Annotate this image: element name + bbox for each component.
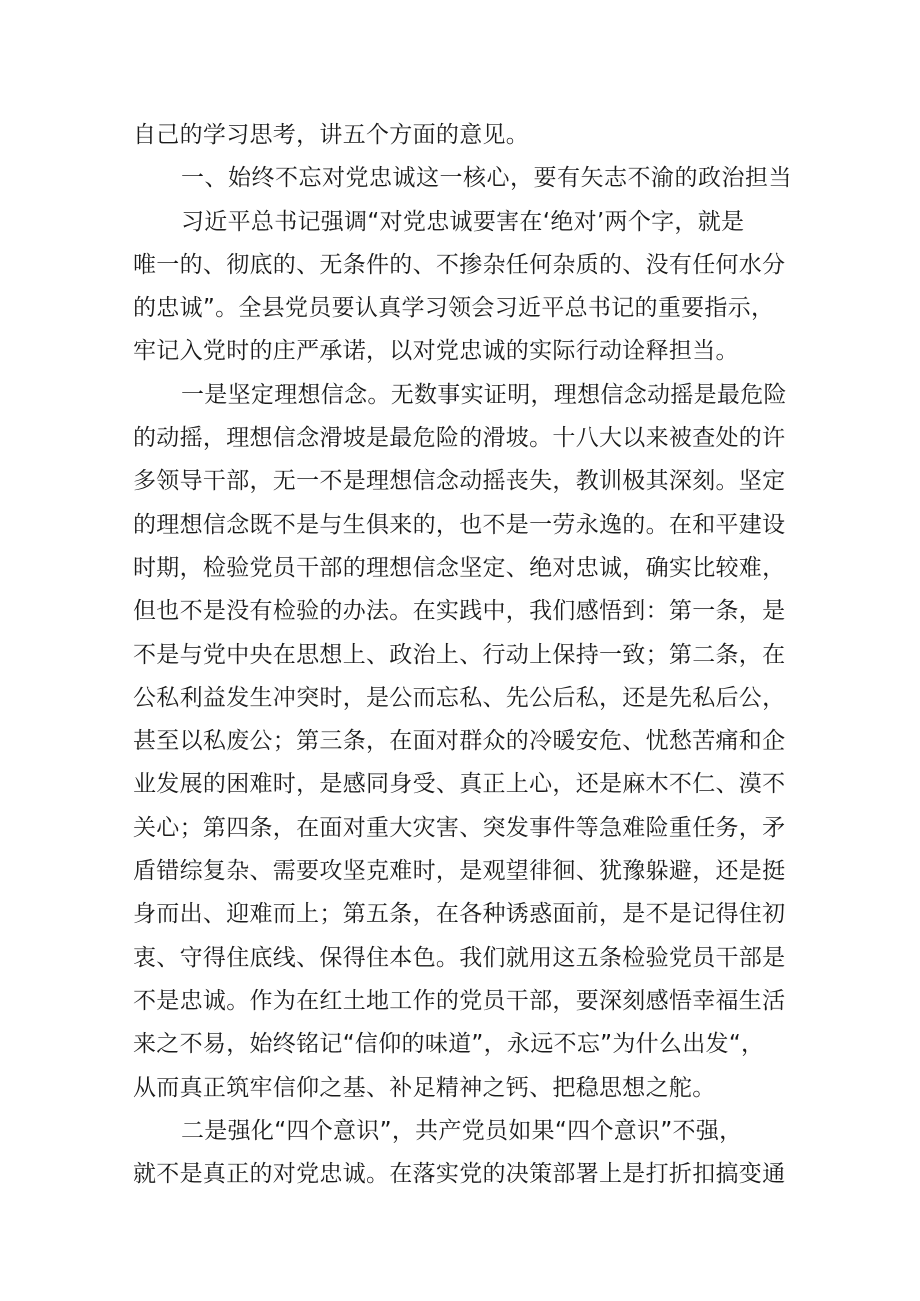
- text-line: 的理想信念既不是与生俱来的，也不是一劳永逸的。在和平建设: [133, 511, 786, 538]
- text-line: 不是与党中央在思想上、政治上、行动上保持一致；第二条，在: [133, 641, 786, 668]
- text-line: 的动摇，理想信念滑坡是最危险的滑坡。十八大以来被查处的许: [133, 425, 786, 452]
- text-line: 来之不易，始终铭记“信仰的味道”，永远不忘”为什么出发“，: [133, 1031, 765, 1058]
- text-line: 的忠诚”。全县党员要认真学习领会习近平总书记的重要指示，: [133, 295, 775, 322]
- text-line: 自己的学习思考，讲五个方面的意见。: [133, 122, 530, 148]
- text-line: 多领导干部，无一不是理想信念动摇丧失，教训极其深刻。坚定: [133, 468, 786, 495]
- text-line: 但也不是没有检验的办法。在实践中，我们感悟到：第一条，是: [133, 598, 786, 625]
- paragraph-first-line: 二是强化“四个意识”，共产党员如果“四个意识”不强，: [181, 1117, 743, 1144]
- text-line: 关心；第四条，在面对重大灾害、突发事件等急难险重任务，矛: [133, 814, 786, 841]
- text-line: 不是忠诚。作为在红土地工作的党员干部，要深刻感悟幸福生活: [133, 987, 786, 1014]
- text-line: 衷、守得住底线、保得住本色。我们就用这五条检验党员干部是: [133, 944, 786, 971]
- text-line: 公私利益发生冲突时，是公而忘私、先公后私，还是先私后公，: [133, 684, 786, 711]
- section-heading: 一、始终不忘对党忠诚这一核心，要有矢志不渝的政治担当: [181, 165, 792, 192]
- text-line: 盾错综复杂、需要攻坚克难时，是观望徘徊、犹豫躲避，还是挺: [133, 858, 786, 885]
- text-line: 就不是真正的对党忠诚。在落实党的决策部署上是打折扣搞变通: [133, 1161, 786, 1188]
- text-line: 唯一的、彻底的、无条件的、不掺杂任何杂质的、没有任何水分: [133, 251, 786, 278]
- paragraph-first-line: 习近平总书记强调“对党忠诚要害在‘绝对’两个字，就是: [181, 208, 745, 235]
- text-line: 从而真正筑牢信仰之基、补足精神之钙、把稳思想之舵。: [133, 1074, 716, 1101]
- text-line: 时期，检验党员干部的理想信念坚定、绝对忠诚，确实比较难，: [133, 554, 786, 581]
- text-line: 甚至以私废公；第三条，在面对群众的冷暖安危、忧愁苦痛和企: [133, 728, 786, 755]
- text-line: 身而出、迎难而上；第五条，在各种诱惑面前，是不是记得住初: [133, 901, 786, 928]
- paragraph-first-line: 一是坚定理想信念。无数事实证明，理想信念动摇是最危险: [181, 381, 787, 408]
- text-line: 牢记入党时的庄严承诺，以对党忠诚的实际行动诠释担当。: [133, 338, 739, 365]
- text-line: 业发展的困难时，是感同身受、真正上心，还是麻木不仁、漠不: [133, 771, 786, 798]
- document-body: [133, 114, 793, 1196]
